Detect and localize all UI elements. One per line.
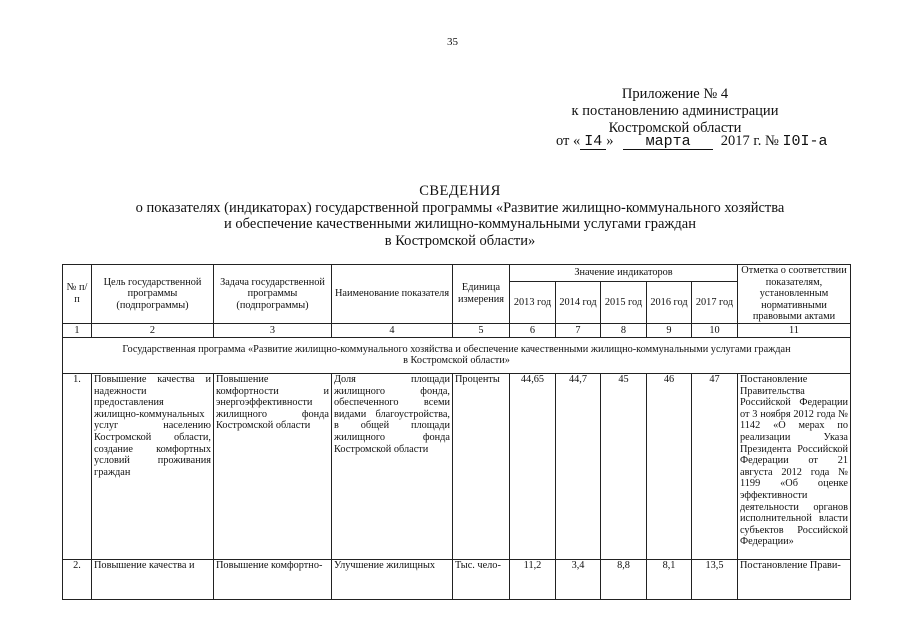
table-row	[63, 373, 851, 559]
decree-date-line	[556, 133, 827, 150]
row-value: 11,2	[510, 559, 556, 599]
indicators-table	[62, 264, 851, 600]
row-value: 44,65	[510, 373, 556, 559]
row-task: Повышение комфортности и энергоэффективности жилищного фонда Костромской области	[214, 373, 332, 559]
program-title-row	[63, 337, 851, 373]
column-number: 10	[692, 323, 738, 337]
date-year: 2017 г. №	[720, 133, 779, 149]
appendix-line-1: Приложение № 4	[621, 86, 729, 102]
row-num: 1.	[63, 373, 92, 559]
title-line-2: и обеспечение качественными жилищно-коммунальными услугами граждан	[224, 216, 696, 232]
title-line-1: о показателях (индикаторах) государственной программы «Развитие жилищно-коммунального хозяйства	[135, 199, 785, 216]
header-unit: Единица измерения	[453, 265, 510, 324]
header-indicator: Наименование показателя	[332, 265, 453, 324]
column-number: 2	[92, 323, 214, 337]
row-unit: Проценты	[453, 373, 510, 559]
header-num: № п/п	[63, 265, 92, 324]
row-value: 8,8	[601, 559, 647, 599]
row-note: Постановление Прави-	[738, 559, 851, 599]
header-goal: Цель государственной программы (подпрограммы)	[92, 265, 214, 324]
row-value: 46	[647, 373, 692, 559]
date-mid: »	[606, 133, 614, 149]
row-goal: Повышение качества и надежности предоставления жилищно-коммунальных услуг населению Костромской области, создание комфортных условий проживания граждан	[92, 373, 214, 559]
row-num: 2.	[63, 559, 92, 599]
date-prefix: от «	[556, 133, 581, 149]
program-title-cell	[63, 337, 851, 373]
column-number: 8	[601, 323, 647, 337]
column-number: 4	[332, 323, 453, 337]
row-unit: Тыс. чело-	[453, 559, 510, 599]
row-value: 8,1	[647, 559, 692, 599]
appendix-block	[540, 86, 810, 137]
row-note: Постановление Правительства Российской Федерации от 3 ноября 2012 года № 1142 «О мерах по реализации Указа Президента Российской Федерации от 21 августа 2012 года № 1199 «Об оценке эффективности деятельности органов исполнительной власти субъектов Российской Федерации»	[738, 373, 851, 559]
column-number: 3	[214, 323, 332, 337]
title-line-3: в Костромской области»	[384, 232, 536, 249]
column-number-row	[63, 323, 851, 337]
header-values-group: Значение индикаторов	[510, 265, 738, 282]
header-task: Задача государственной программы (подпрограммы)	[214, 265, 332, 324]
row-indicator: Доля площади жилищного фонда, обеспеченного всеми видами благоустройства, в общей площади жилищного фонда Костромской области	[332, 373, 453, 559]
date-month: марта	[623, 135, 713, 150]
appendix-line-3: Костромской области	[608, 120, 742, 136]
row-indicator: Улучшение жилищных	[332, 559, 453, 599]
row-value: 45	[601, 373, 647, 559]
row-value: 3,4	[556, 559, 601, 599]
decree-number: I0I-а	[782, 133, 828, 150]
program-title-line-2: в Костромской области»	[403, 355, 510, 367]
header-year: 2017 год	[692, 282, 738, 324]
row-goal: Повышение качества и	[92, 559, 214, 599]
header-row-1	[63, 265, 851, 282]
document-title	[80, 183, 840, 249]
header-year: 2016 год	[647, 282, 692, 324]
row-value: 47	[692, 373, 738, 559]
header-year: 2014 год	[556, 282, 601, 324]
column-number: 1	[63, 323, 92, 337]
header-year: 2013 год	[510, 282, 556, 324]
column-number: 6	[510, 323, 556, 337]
table-row	[63, 559, 851, 599]
title-main: СВЕДЕНИЯ	[419, 183, 501, 199]
appendix-line-2: к постановлению администрации	[571, 103, 779, 119]
header-year: 2015 год	[601, 282, 647, 324]
row-value: 13,5	[692, 559, 738, 599]
column-number: 9	[647, 323, 692, 337]
column-number: 11	[738, 323, 851, 337]
date-day: I4	[580, 135, 606, 150]
page-number: 35	[447, 36, 458, 48]
header-note: Отметка о соответствии показателям, установленным нормативными правовыми актами	[738, 265, 851, 324]
column-number: 7	[556, 323, 601, 337]
row-task: Повышение комфортно-	[214, 559, 332, 599]
column-number: 5	[453, 323, 510, 337]
row-value: 44,7	[556, 373, 601, 559]
program-title-line-1: Государственная программа «Развитие жилищно-коммунального хозяйства и обеспечение качественными жилищно-коммунальными услугами граждан	[122, 343, 791, 355]
